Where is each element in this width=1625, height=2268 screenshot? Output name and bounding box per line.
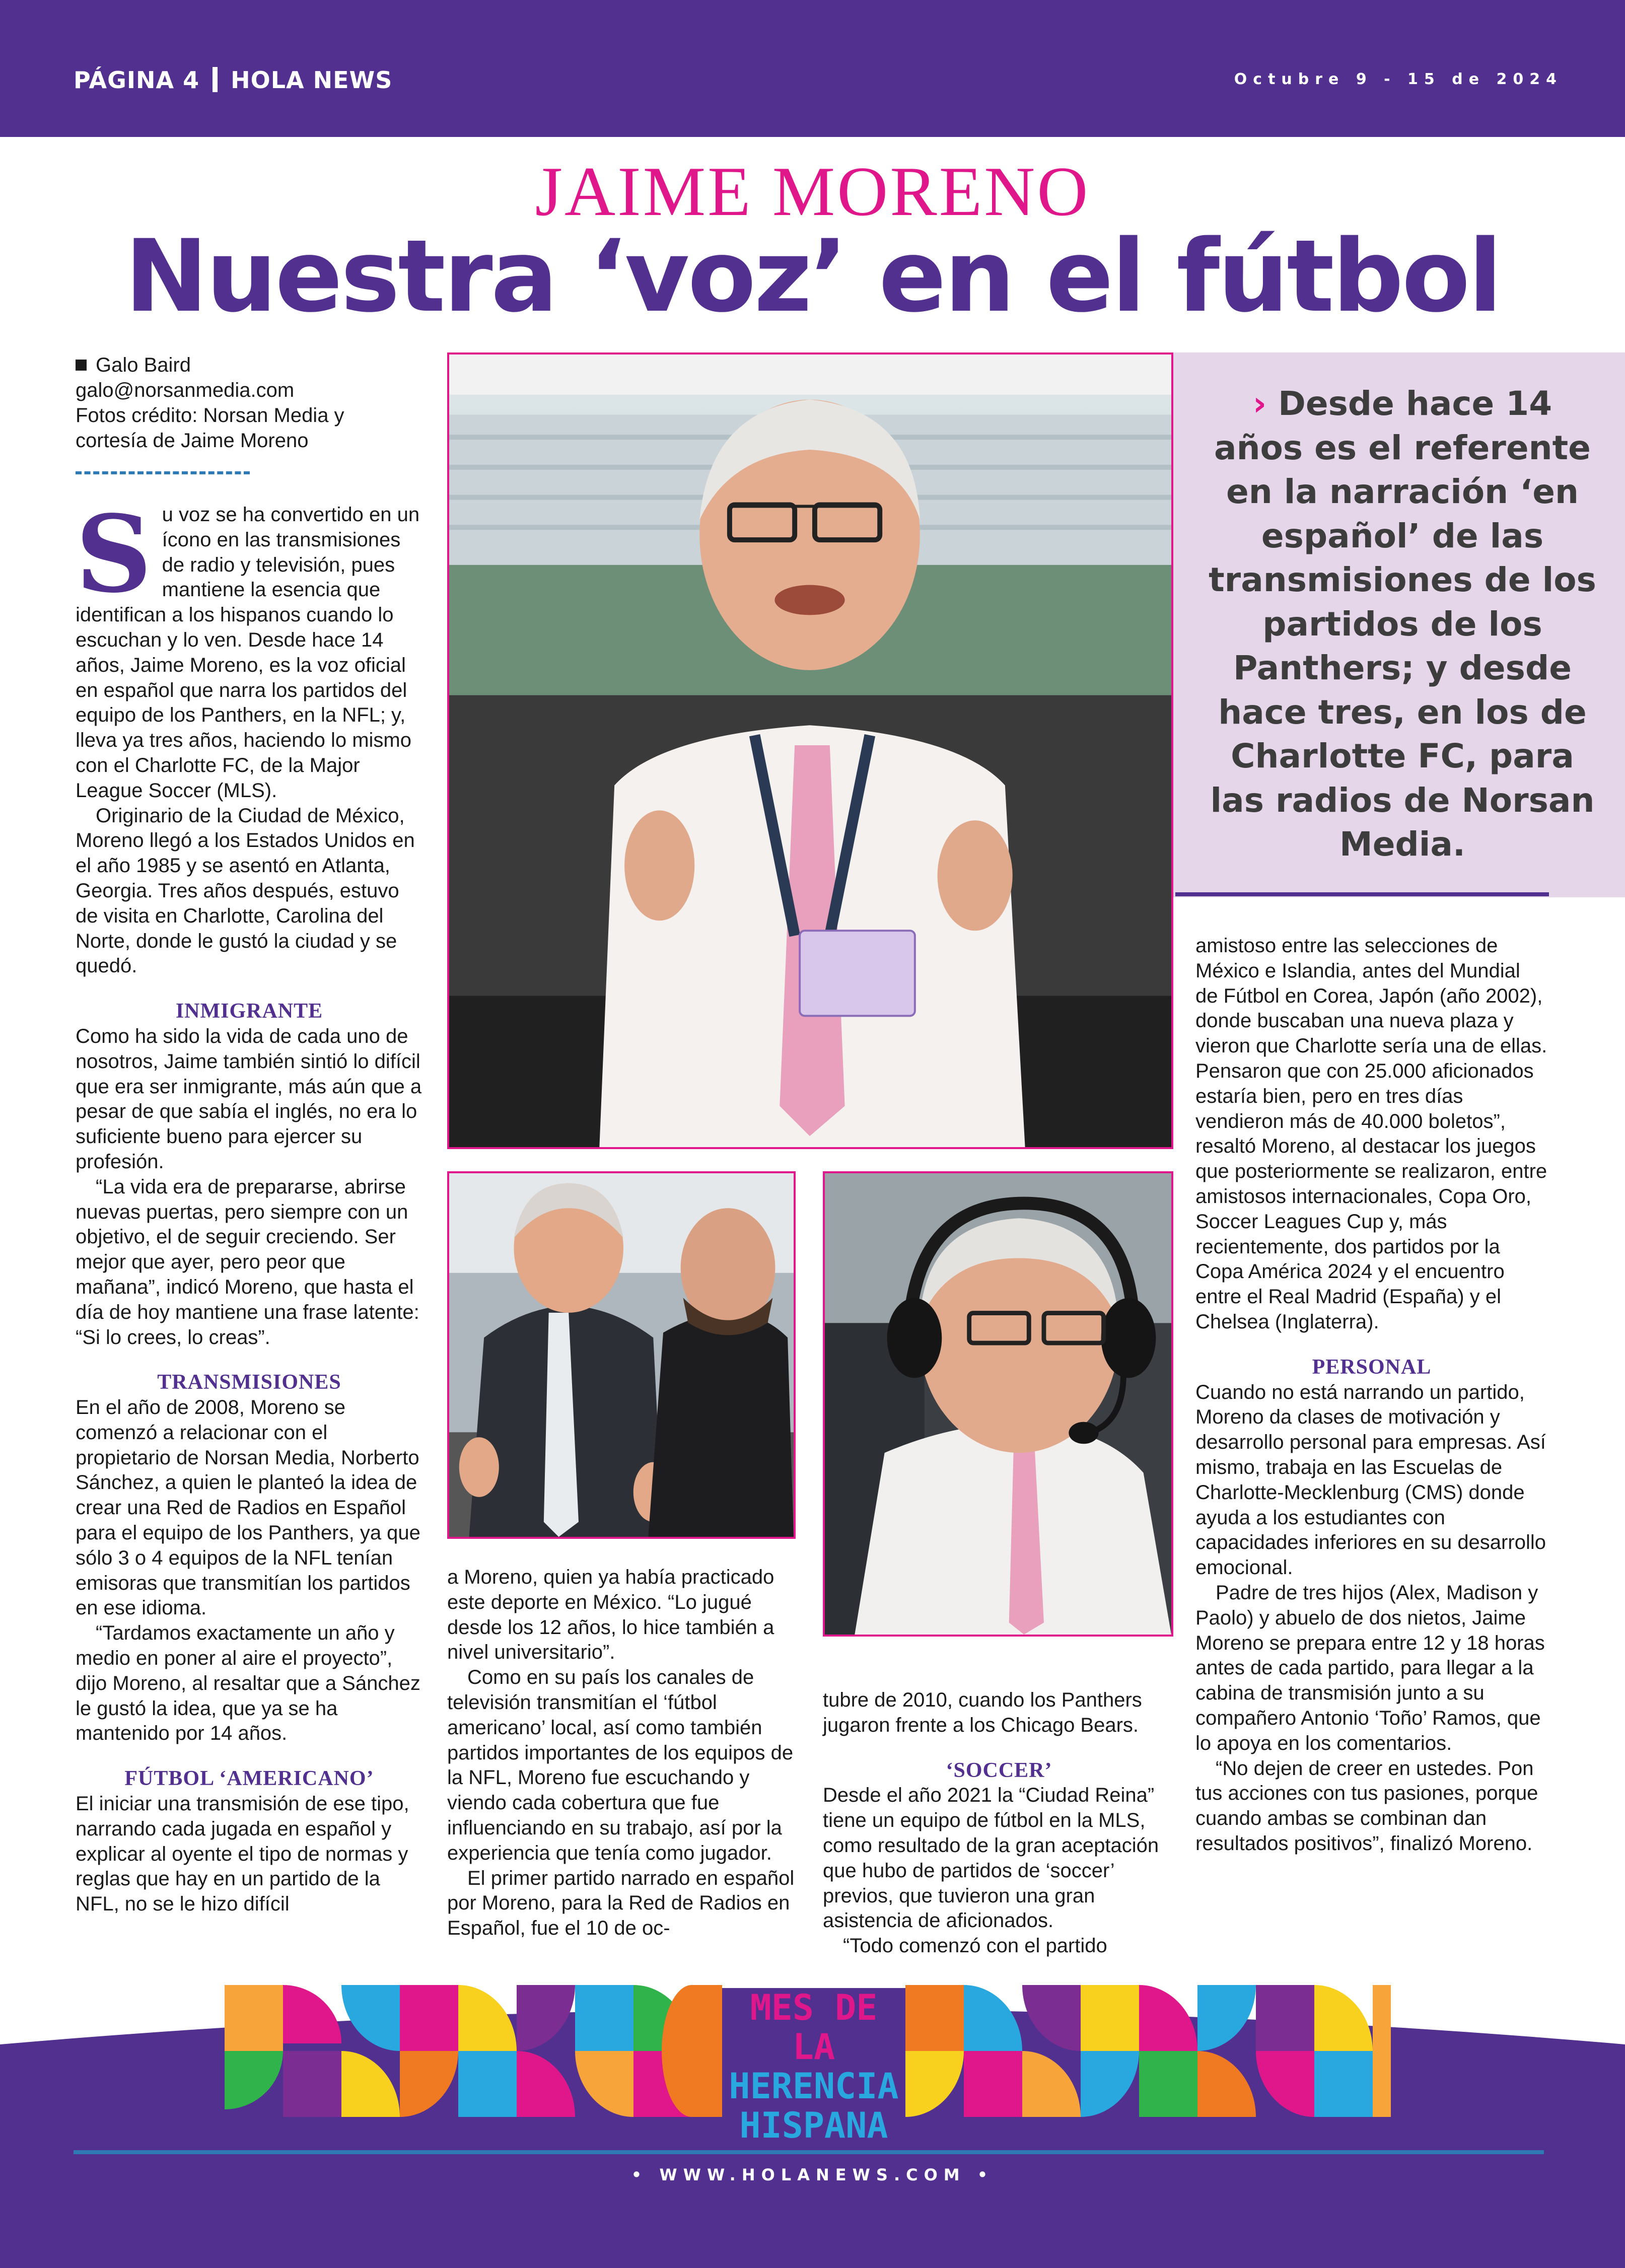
col2-paragraph-1: a Moreno, quien ya había practicado este deporte en México. “Lo jugué desde los 12 años, lo hice también a nivel universitario”.	[447, 1566, 774, 1664]
subhead-transmisiones: TRANSMISIONES	[157, 1371, 341, 1394]
byline-author: Galo Baird	[96, 354, 191, 376]
byline	[76, 352, 398, 453]
byline-email: galo@norsanmedia.com	[76, 379, 295, 401]
photo-broadcast-booth-illustration	[825, 1173, 1171, 1635]
col3-paragraph-3: “Todo comenzó con el partido	[843, 1935, 1107, 1957]
col1-paragraph-1: u voz se ha convertido en un ícono en las transmisiones de radio y televisión, pues mantiene la esencia que identifican a los hispanos cuando lo escuchan y lo ven. Desde hace 14 años, Jaime Moreno, es la voz oficial en español que narra los partidos del equipo de los Panthers, en la NFL; y, lleva ya tres años, haciendo lo mismo con el Charlotte FC, de la Major League Soccer (MLS).	[76, 504, 420, 802]
col3-paragraph-2: Desde el año 2021 la “Ciudad Reina” tiene un equipo de fútbol en la MLS, como resultado de la gran aceptación que hubo de partidos de ‘soccer’ previos, que tuvieron una gran asistencia de aficionados.	[823, 1784, 1159, 1932]
byline-credits: Fotos crédito: Norsan Media y cortesía de Jaime Moreno	[76, 404, 344, 452]
website-link[interactable]: • WWW.HOLANEWS.COM •	[631, 2165, 994, 2184]
heritage-banner-title	[722, 1987, 905, 2146]
banner-line-2: HERENCIA	[729, 2066, 899, 2107]
page-label	[74, 66, 392, 94]
col4-paragraph-4: “No dejen de creer en ustedes. Pon tus acciones con tus pasiones, porque cuando ambas se combinan dan resultados positivos”, finalizó Moreno.	[1195, 1757, 1538, 1855]
byline-square-icon	[76, 360, 87, 371]
byline-rule	[76, 471, 250, 474]
pull-quote-box	[1173, 352, 1625, 897]
pull-quote-rule	[1175, 892, 1549, 896]
column-1	[76, 492, 423, 1917]
banner-line-1: MES DE LA	[750, 1987, 878, 2068]
col1-paragraph-7: El iniciar una transmisión de ese tipo, narrando cada jugada en español y explicar al oyente el tipo de normas y reglas que hay en un partido de la NFL, no se le hizo difícil	[76, 1793, 409, 1916]
col1-paragraph-5: En el año de 2008, Moreno se comenzó a relacionar con el propietario de Norsan Media, Norberto Sánchez, a quien le planteó la idea de crear una Red de Radios en Español para el equipo de los Panthers, ya que sólo 3 o 4 equipos de la NFL tenían emisoras que transmitían los partidos en ese idioma.	[76, 1396, 420, 1619]
banner-line-3: HISPANA	[739, 2105, 888, 2146]
header-divider	[213, 67, 218, 92]
col1-paragraph-3: Como ha sido la vida de cada uno de nosotros, Jaime también sintió lo difícil que era ser inmigrante, más aún que a pesar de que sabía el inglés, no era lo suficiente bueno para ejercer su profesión.	[76, 1025, 422, 1173]
col4-paragraph-1: amistoso entre las selecciones de México e Islandia, antes del Mundial de Fútbol en Corea, Japón (año 2002), donde buscaban una nueva plaza y vieron que Charlotte sería una de ellas. Pensaron que con 25.000 aficionados estaría bien, pero en tres días vendieron más de 40.000 boletos”, resaltó Moreno, al destacar los juegos que posteriormente se realizaron, entre amistosos internacionales, Copa Oro, Soccer Leagues Cup y, más recientemente, dos partidos por la Copa América 2024 y el encuentro entre el Real Madrid (España) y el Chelsea (Inglaterra).	[1195, 935, 1547, 1333]
main-photo	[447, 352, 1173, 1149]
col4-paragraph-3: Padre de tres hijos (Alex, Madison y Paolo) y abuelo de dos nietos, Jaime Moreno se prepara entre 12 y 18 horas antes de cada partido, para llegar a la cabina de transmisión junto a su compañero Antonio ‘Toño’ Ramos, que lo apoya en los comentarios.	[1195, 1581, 1545, 1754]
issue-date: Octubre 9 - 15 de 2024	[1234, 70, 1563, 88]
main-photo-illustration	[449, 355, 1171, 1147]
publication-name: HOLA NEWS	[231, 66, 393, 94]
subhead-inmigrante: INMIGRANTE	[175, 1000, 323, 1023]
col1-paragraph-6: “Tardamos exactamente un año y medio en poner al aire el proyecto”, dijo Moreno, al resaltar que a Sánchez le gustó la idea, que ya se ha mantenido por 14 años.	[76, 1622, 420, 1745]
article-headline: Nuestra ‘voz’ en el fútbol	[124, 218, 1501, 334]
photo-with-guest-illustration	[449, 1173, 794, 1537]
col1-paragraph-2: Originario de la Ciudad de México, Moreno llegó a los Estados Unidos en el año 1985 y se asentó en Atlanta, Georgia. Tres años después, estuvo de visita en Charlotte, Carolina del Norte, donde le gustó la ciudad y se quedó.	[76, 804, 415, 977]
subhead-personal: PERSONAL	[1312, 1355, 1432, 1379]
column-3	[823, 1688, 1175, 1959]
photo-broadcast-booth	[823, 1171, 1173, 1637]
footer-rule	[74, 2150, 1544, 2154]
column-2	[447, 1565, 795, 1941]
subhead-soccer: ‘SOCCER’	[946, 1758, 1052, 1782]
chevron-right-icon: ›	[1252, 384, 1267, 423]
col4-paragraph-2: Cuando no está narrando un partido, Moreno da clases de motivación y desarrollo personal para empresas. Así mismo, trabaja en las Escuelas de Charlotte-Mecklenburg (CMS) donde ayuda a los estudiantes con capacidades inferiores en su desarrollo emocional.	[1195, 1381, 1546, 1579]
column-4	[1195, 934, 1548, 1857]
col2-paragraph-2: Como en su país los canales de televisión transmitían el ‘fútbol americano’ local, así como también partidos importantes de los equipos de la NFL, Moreno fue escuchando y viendo cada cobertura que fue influenciando en su trabajo, así por la experiencia que tenía como jugador.	[447, 1666, 794, 1864]
page-number: PÁGINA 4	[74, 66, 200, 94]
pull-quote-body: Desde hace 14 años es el referente en la narración ‘en español’ de las transmisiones de los partidos de los Panthers; y desde hace tres, en los de Charlotte FC, para las radios de Norsan Media.	[1209, 384, 1596, 864]
photo-with-guest	[447, 1171, 796, 1539]
col2-paragraph-3: El primer partido narrado en español por Moreno, para la Red de Radios en Español, fue el 10 de oc-	[447, 1867, 795, 1940]
pull-quote-text	[1204, 382, 1601, 867]
subhead-futbol-americano: FÚTBOL ‘AMERICANO’	[124, 1767, 374, 1791]
col3-paragraph-1: tubre de 2010, cuando los Panthers jugaron frente a los Chicago Bears.	[823, 1689, 1142, 1736]
header-bar	[0, 0, 1625, 137]
drop-cap: S	[76, 492, 152, 616]
col1-paragraph-4: “La vida era de prepararse, abrirse nuevas puertas, pero siempre con un objetivo, el de seguir creciendo. Ser mejor que ayer, pero peor que mañana”, indicó Moreno, que hasta el día de hoy mantiene una frase latente: “Si lo crees, lo creas”.	[76, 1175, 419, 1349]
article-kicker: JAIME MORENO	[535, 153, 1090, 231]
